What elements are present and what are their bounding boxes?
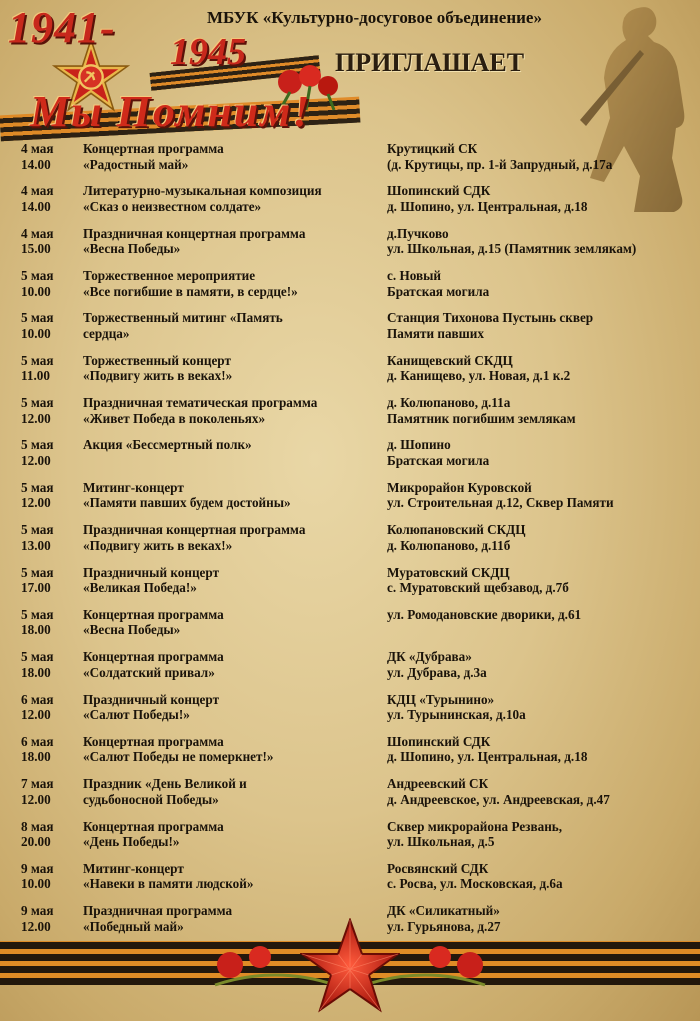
event-datetime [21,903,76,934]
event-place-line: ул. Гурьянова, д.27 [387,918,501,934]
event-title [83,141,383,172]
event-place-line: Станция Тихонова Пустынь сквер [387,310,594,326]
red-star-icon [300,918,400,1013]
event-date: 5 мая [21,437,54,453]
event-place [387,734,697,765]
event-datetime [21,268,76,299]
event-title-line: сердца» [83,325,130,341]
event-place-line: д. Шопино, ул. Центральная, д.18 [387,198,588,214]
event-place-line: Росвянский СДК [387,860,489,876]
event-place-line: Сквер микрорайона Резвань, [387,818,563,834]
event-title [83,310,383,341]
event-place-line: Канищевский СКДЦ [387,352,513,368]
event-title-line: «Салют Победы!» [83,707,190,723]
event-place [387,353,697,384]
event-title [83,353,383,384]
event-place [387,522,697,553]
event-title-line: «День Победы!» [83,834,180,850]
event-datetime [21,819,76,850]
event-title [83,861,383,892]
event-datetime [21,395,76,426]
event-place [387,141,697,172]
event-place-line: с. Росва, ул. Московская, д.6а [387,876,563,892]
event-time: 14.00 [21,156,51,172]
event-title-line: судьбоносной Победы» [83,791,219,807]
event-place [387,437,697,468]
event-datetime [21,734,76,765]
event-title-line: Торжественное мероприятие [83,268,256,284]
event-time: 15.00 [21,241,51,257]
event-row [0,565,700,607]
event-place-line: д. Колюпаново, д.11а [387,395,511,411]
event-datetime [21,480,76,511]
event-title [83,183,383,214]
event-datetime [21,861,76,892]
event-datetime [21,776,76,807]
event-time: 18.00 [21,622,51,638]
event-place-line: д. Колюпаново, д.11б [387,537,511,553]
event-row [0,226,700,268]
event-place-line: с. Муратовский щебзавод, д.7б [387,580,569,595]
years-end: 1945 [170,31,246,73]
event-title-line: «Навеки в памяти людской» [83,876,254,892]
event-place-line: д. Андреевское, ул. Андреевская, д.47 [387,791,610,807]
event-title [83,692,383,723]
event-place [387,310,697,341]
event-title-line: Акция «Бессмертный полк» [83,437,252,453]
event-title-line: Праздничная концертная программа [83,522,306,538]
event-time: 13.00 [21,537,51,553]
event-row [0,734,700,776]
event-datetime [21,649,76,680]
event-title-line: Праздник «День Великой и [83,776,247,792]
slogan-heading: Мы Помним! [30,87,312,136]
event-place [387,776,697,807]
event-time: 12.00 [21,410,51,426]
event-datetime [21,183,76,214]
event-title-line: Праздничная концертная программа [83,225,306,241]
event-title-line: Митинг-концерт [83,860,184,876]
event-row [0,692,700,734]
event-place [387,268,697,299]
event-title-line: «Подвигу жить в веках!» [83,368,233,384]
event-title-line: Концертная программа [83,649,224,665]
event-time: 11.00 [21,368,50,384]
event-date: 5 мая [21,522,54,538]
event-date: 5 мая [21,395,54,411]
event-title [83,522,383,553]
event-title-line: «Сказ о неизвестном солдате» [83,198,262,214]
event-date: 7 мая [21,776,54,792]
event-title-line: «Подвигу жить в веках!» [83,537,233,553]
event-place-line: Колюпановский СКДЦ [387,522,526,538]
event-title-line: Торжественный митинг «Память [83,310,283,326]
event-date: 8 мая [21,818,54,834]
event-place-line: Андреевский СК [387,776,489,792]
event-title-line: Концертная программа [83,733,224,749]
event-title [83,480,383,511]
event-row [0,310,700,352]
event-title-line: «Великая Победа!» [83,580,197,595]
event-place [387,395,697,426]
event-date: 4 мая [21,225,54,241]
event-place-line: д. Канищево, ул. Новая, д.1 к.2 [387,368,571,384]
event-time: 20.00 [21,834,51,850]
event-date: 6 мая [21,733,54,749]
event-place-line: Памятник погибшим землякам [387,410,576,426]
event-row [0,607,700,649]
organization-name: МБУК «Культурно-досуговое объединение» [207,8,542,27]
event-row [0,437,700,479]
event-time: 18.00 [21,749,51,765]
event-place-line: д. Шопино, ул. Центральная, д.18 [387,749,588,765]
event-title-line: Концертная программа [83,818,224,834]
event-place-line: ДК «Дубрава» [387,649,472,665]
event-place [387,649,697,680]
event-time: 12.00 [21,707,51,723]
event-title-line: «Весна Победы» [83,241,181,257]
event-title-line: Литературно-музыкальная композиция [83,183,322,199]
event-date: 4 мая [21,183,54,199]
event-row [0,353,700,395]
event-title-line: Праздничная тематическая программа [83,395,318,411]
event-place [387,819,697,850]
event-date: 4 мая [21,141,54,156]
event-date: 5 мая [21,268,54,284]
event-title-line: Праздничная программа [83,903,233,919]
event-row [0,268,700,310]
event-date: 5 мая [21,310,54,326]
event-title-line: Митинг-концерт [83,479,184,495]
event-title-line: Торжественный концерт [83,352,231,368]
event-time: 12.00 [21,452,51,468]
event-datetime [21,437,76,468]
event-place-line: (д. Крутицы, пр. 1-й Запрудный, д.17а [387,156,613,172]
event-date: 5 мая [21,352,54,368]
event-time: 14.00 [21,198,51,214]
years-start: 1941- [8,3,116,52]
event-row [0,183,700,225]
event-date: 5 мая [21,649,54,665]
event-place-line: Микрорайон Куровской [387,479,532,495]
event-place-line: КДЦ «Турынино» [387,691,495,707]
event-time: 10.00 [21,283,51,299]
event-date: 5 мая [21,479,54,495]
event-place-line: ДК «Силикатный» [387,903,500,919]
event-title-line: «Все погибшие в памяти, в сердце!» [83,283,298,299]
event-title-line: «Победный май» [83,918,184,934]
event-datetime [21,607,76,638]
event-place [387,607,697,623]
event-place [387,183,697,214]
event-row [0,649,700,691]
event-row [0,861,700,903]
event-date: 5 мая [21,606,54,622]
event-place [387,565,697,596]
event-place [387,226,697,257]
event-title-line: «Солдатский привал» [83,664,215,680]
event-row [0,395,700,437]
event-time: 10.00 [21,325,51,341]
event-time: 18.00 [21,664,51,680]
event-title-line: Концертная программа [83,606,224,622]
event-time: 12.00 [21,918,51,934]
event-title [83,268,383,299]
event-place-line: ул. Строительная д.12, Сквер Памяти [387,495,614,511]
event-title [83,607,383,638]
event-title-line: «Памяти павших будем достойны» [83,495,291,511]
event-row [0,480,700,522]
event-datetime [21,226,76,257]
event-datetime [21,522,76,553]
event-row [0,776,700,818]
event-title-line: «Живет Победа в поколеньях» [83,410,266,426]
event-title [83,776,383,807]
event-time: 10.00 [21,876,51,892]
event-place-line: Шопинский СДК [387,733,491,749]
event-datetime [21,141,76,172]
event-place-line: ул. Дубрава, д.3а [387,664,487,680]
event-title [83,226,383,257]
event-title-line: Праздничный концерт [83,564,220,580]
event-time: 17.00 [21,580,51,595]
event-date: 9 мая [21,903,54,919]
event-row [0,522,700,564]
event-title [83,565,383,596]
event-place-line: д. Шопино [387,437,451,453]
event-title-line: Концертная программа [83,141,224,156]
event-place [387,861,697,892]
event-place [387,480,697,511]
event-place [387,903,697,934]
event-place-line: ул. Турынинская, д.10а [387,707,526,723]
event-title-line: Праздничный концерт [83,691,220,707]
event-time: 12.00 [21,495,51,511]
event-place-line: ул. Школьная, д.15 (Памятник землякам) [387,241,637,257]
event-place [387,692,697,723]
event-row [0,819,700,861]
event-datetime [21,310,76,341]
event-place-line: с. Новый [387,268,441,284]
event-title [83,395,383,426]
event-place-line: ул. Ромодановские дворики, д.61 [387,606,582,622]
event-title [83,649,383,680]
event-date: 9 мая [21,860,54,876]
event-place-line: д.Пучково [387,225,449,241]
event-time: 12.00 [21,791,51,807]
event-place-line: Шопинский СДК [387,183,491,199]
event-place-line: ул. Школьная, д.5 [387,834,495,850]
event-place-line: Крутицкий СК [387,141,478,156]
event-title [83,819,383,850]
event-place-line: Братская могила [387,452,490,468]
event-title-line: «Весна Победы» [83,622,181,638]
invite-heading: ПРИГЛАШАЕТ [335,48,525,77]
event-row [0,141,700,183]
event-title-line: «Салют Победы не померкнет!» [83,749,274,765]
event-place-line: Муратовский СКДЦ [387,564,510,580]
event-title [83,734,383,765]
event-datetime [21,353,76,384]
event-date: 5 мая [21,564,54,580]
event-title [83,437,383,453]
event-place-line: Братская могила [387,283,490,299]
event-place-line: Памяти павших [387,325,484,341]
event-title-line: «Радостный май» [83,156,189,172]
event-datetime [21,565,76,596]
event-date: 6 мая [21,691,54,707]
event-datetime [21,692,76,723]
